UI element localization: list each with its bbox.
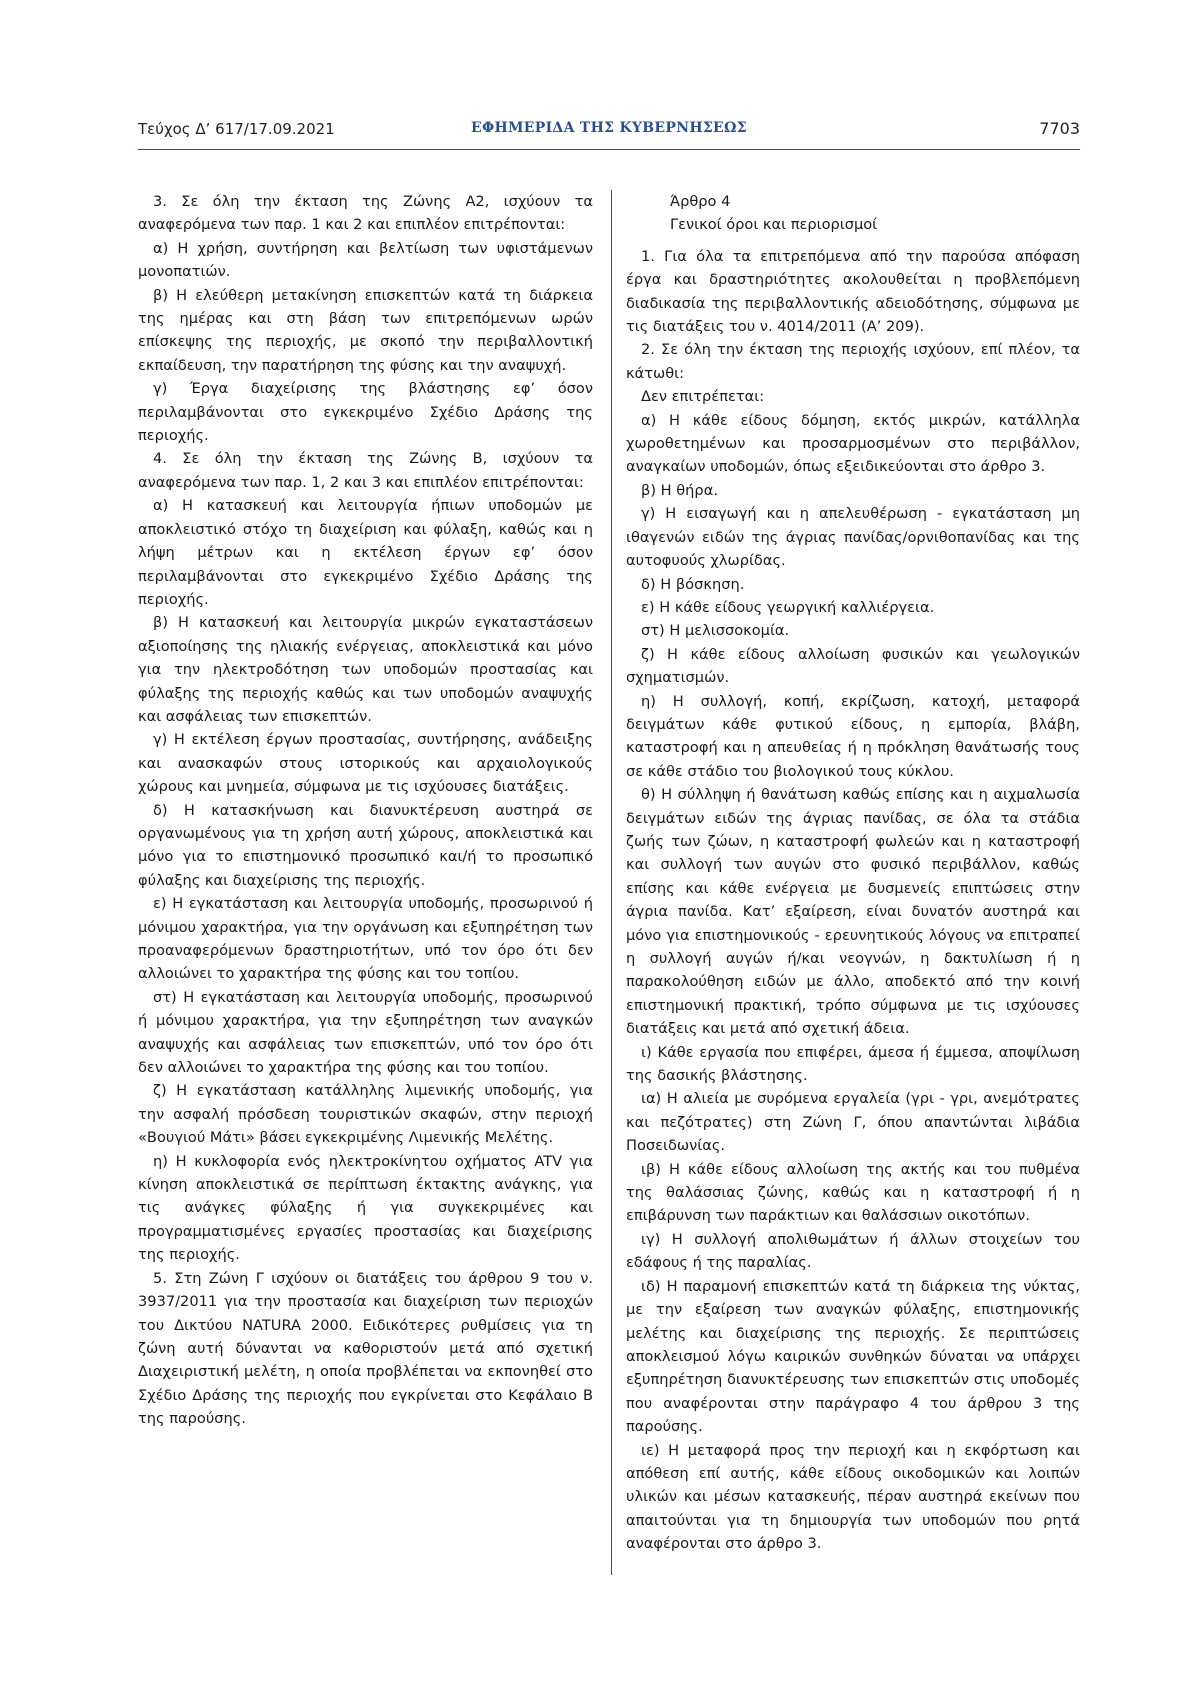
paragraph: ε) Η εγκατάσταση και λειτουργία υποδομής, προσωρινού ή μόνιμου χαρακτήρα, για την οργάνωση και εξυπηρέτηση των προαναφερόμενων δραστηριοτήτων, υπό τον όρο ότι δεν αλλοιώνει το χαρακτήρα της φύσης και του τοπίου. (138, 895, 593, 983)
paragraph: δ) Η κατασκήνωση και διανυκτέρευση αυστηρά σε οργανωμένους για τη χρήση αυτή χώρους, αποκλειστικά και μόνο για το επιστημονικό προσωπικό και/ή το προσωπικό φύλαξης και διαχείρισης της περιοχής. (138, 801, 593, 889)
paragraph: Δεν επιτρέπεται: (641, 388, 765, 406)
left-column (138, 190, 593, 1431)
paragraph: 4. Σε όλη την έκταση της Ζώνης Β, ισχύουν τα αναφερόμενα των παρ. 1, 2 και 3 και επιπλέον επιτρέπονται: (138, 450, 593, 491)
paragraph: α) Η χρήση, συντήρηση και βελτίωση των υφιστάμενων μονοπατιών. (138, 239, 593, 281)
paragraph: ζ) Η κάθε είδους αλλοίωση φυσικών και γεωλογικών σχηματισμών. (626, 645, 1080, 687)
page-header (138, 120, 1080, 146)
paragraph: ια) Η αλιεία με συρόμενα εργαλεία (γρι - γρι, ανεμότρατες και πεζότρατες) στη Ζώνη Γ, όπου απαντώνται λιβάδια Ποσειδωνίας. (626, 1090, 1080, 1155)
paragraph: 3. Σε όλη την έκταση της Ζώνης Α2, ισχύουν τα αναφερόμενα των παρ. 1 και 2 και επιπλέον επιτρέπονται: (138, 193, 593, 234)
paragraph: ιβ) Η κάθε είδους αλλοίωση της ακτής και του πυθμένα της θαλάσσιας ζώνης, καθώς και η καταστροφή ή η επιβάρυνση των παράκτιων και θαλάσσιων οικοτόπων. (626, 1160, 1080, 1225)
paragraph: δ) Η βόσκηση. (641, 575, 745, 593)
paragraph: θ) Η σύλληψη ή θανάτωση καθώς επίσης και η αιχμαλωσία δειγμάτων ειδών της άγριας πανίδας, σε όλα τα στάδια ζωής των ζώων, η καταστροφή φωλεών και η καταστροφή και συλλογή των αυγών στο φυσικό περιβάλλον, καθώς επίσης και κάθε ενέργεια με δυσμενείς επιπτώσεις στην άγρια πανίδα. Κατ’ εξαίρεση, είναι δυνατόν αυστηρά και μόνο για επιστημονικούς - ερευνητικούς λόγους να επιτραπεί η συλλογή αυγών ή/και νεογνών, η δακτυλίωση ή η παρακολούθηση ειδών με άλλο, αποδεκτό από την κοινή επιστημονική πρακτική, τρόπο σύμφωνα με τις ισχύουσες διατάξεις και μετά από σχετική άδεια. (626, 786, 1080, 1038)
paragraph: ιε) Η μεταφορά προς την περιοχή και η εκφόρτωση και απόθεση επί αυτής, κάθε είδους οικοδομικών και λοιπών υλικών και μέσων κατασκευής, πέραν αυστηρά εκείνων που απαιτούνται για τη δημιουργία των υποδομών που ρητά αναφέρονται στο άρθρο 3. (626, 1441, 1080, 1553)
paragraph: 5. Στη Ζώνη Γ ισχύουν οι διατάξεις του άρθρου 9 του ν. 3937/2011 για την προστασία και διαχείριση των περιοχών του Δικτύου NATURA 2000. Ειδικότερες ρυθμίσεις για τη ζώνη αυτή δύνανται να καθοριστούν μετά από σχετική Διαχειριστική μελέτη, η οποία προβλέπεται να εκπονηθεί στο Σχέδιο Δράσης της περιοχής που εγκρίνεται στο Κεφάλαιο Β της παρούσης. (138, 1269, 593, 1428)
page-number: 7703 (1039, 119, 1080, 138)
paragraph: γ) Η εκτέλεση έργων προστασίας, συντήρησης, ανάδειξης και ανασκαφών στους ιστορικούς και αρχαιολογικούς χώρους και μνημεία, σύμφωνα με τις ισχύουσες διατάξεις. (138, 731, 593, 796)
paragraph: 2. Σε όλη την έκταση της περιοχής ισχύουν, επί πλέον, τα κάτωθι: (626, 341, 1080, 382)
paragraph: ι) Κάθε εργασία που επιφέρει, άμεσα ή έμμεσα, αποψίλωση της δασικής βλάστησης. (626, 1043, 1080, 1085)
paragraph: η) Η συλλογή, κοπή, εκρίζωση, κατοχή, μεταφορά δειγμάτων κάθε φυτικού είδους, η εμπορία, βλάβη, καταστροφή και η απευθείας ή η πρόκληση θανάτωσής τους σε κάθε στάδιο του βιολογικού τους κύκλου. (626, 692, 1080, 780)
paragraph: ζ) Η εγκατάσταση κατάλληλης λιμενικής υποδομής, για την ασφαλή πρόσδεση τουριστικών σκαφών, στην περιοχή «Βουγιού Μάτι» βάσει εγκεκριμένης Λιμενικής Μελέτης. (138, 1082, 593, 1147)
paragraph: ιγ) Η συλλογή απολιθωμάτων ή άλλων στοιχείων του εδάφους ή της παραλίας. (626, 1230, 1080, 1272)
paragraph: 1. Για όλα τα επιτρεπόμενα από την παρούσα απόφαση έργα και δραστηριότητες ακολουθείται η προβλεπόμενη διαδικασία της περιβαλλοντικής αδειοδότησης, σύμφωνα με τις διατάξεις του ν. 4014/2011 (Α’ 209). (626, 247, 1080, 336)
paragraph: β) Η κατασκευή και λειτουργία μικρών εγκαταστάσεων αξιοποίησης της ηλιακής ενέργειας, αποκλειστικά και μόνο για την ηλεκτροδότηση των υποδομών προστασίας και φύλαξης της περιοχής καθώς και των υποδομών αναψυχής και ασφάλειας των επισκεπτών. (138, 614, 593, 725)
right-column (626, 190, 1080, 1556)
paragraph: γ) Έργα διαχείρισης της βλάστησης εφ’ όσον περιλαμβάνονται στο εγκεκριμένο Σχέδιο Δράσης της περιοχής. (138, 380, 593, 445)
paragraph: στ) Η μελισσοκομία. (641, 622, 790, 640)
paragraph: β) Η ελεύθερη μετακίνηση επισκεπτών κατά τη διάρκεια της ημέρας και στη βάση των επιτρεπόμενων ωρών επίσκεψης της περιοχής, με σκοπό την περιβαλλοντική εκπαίδευση, την παρατήρηση της φύσης και την αναψυχή. (138, 286, 593, 374)
article-title: Γενικοί όροι και περιορισμοί (670, 216, 878, 234)
column-divider (611, 190, 612, 1575)
paragraph: γ) Η εισαγωγή και η απελευθέρωση - εγκατάσταση μη ιθαγενών ειδών της άγριας πανίδας/ορνιθοπανίδας και της αυτοφυούς χλωρίδας. (626, 505, 1080, 570)
paragraph: η) Η κυκλοφορία ενός ηλεκτροκίνητου οχήματος ATV για κίνηση αποκλειστικά σε περίπτωση έκτακτης ανάγκης, για τις ανάγκες φύλαξης ή για συγκεκριμένες και προγραμματισμένες εργασίες προστασίας και διαχείρισης της περιοχής. (138, 1152, 593, 1264)
paragraph: ε) Η κάθε είδους γεωργική καλλιέργεια. (641, 598, 935, 616)
paragraph: ιδ) Η παραμονή επισκεπτών κατά τη διάρκεια της νύκτας, με την εξαίρεση των αναγκών φύλαξης, επιστημονικής μελέτης και διαχείρισης της περιοχής. Σε περιπτώσεις αποκλεισμού λόγω καιρικών συνθηκών δύναται να υπάρχει εξυπηρέτηση διανυκτέρευσης των επισκεπτών στις υποδομές που αναφέρονται στην παράγραφο 4 του άρθρου 3 της παρούσης. (626, 1277, 1080, 1436)
paragraph: β) Η θήρα. (641, 481, 718, 499)
paragraph: α) Η κάθε είδους δόμηση, εκτός μικρών, κατάλληλα χωροθετημένων και προσαρμοσμένων στο περιβάλλον, αναγκαίων υποδομών, όπως εξειδικεύονται στο άρθρο 3. (626, 411, 1080, 476)
paragraph: στ) Η εγκατάσταση και λειτουργία υποδομής, προσωρινού ή μόνιμου χαρακτήρα, για την εξυπηρέτηση των αναγκών αναψυχής και ασφάλειας των επισκεπτών, υπό τον όρο ότι δεν αλλοιώνει το χαρακτήρα της φύσης και του τοπίου. (138, 988, 593, 1077)
paragraph: α) Η κατασκευή και λειτουργία ήπιων υποδομών με αποκλειστικό στόχο τη διαχείριση και φύλαξη, καθώς και η λήψη μέτρων και η εκτέλεση έργων εφ’ όσον περιλαμβάνονται στο εγκεκριμένο Σχέδιο Δράσης της περιοχής. (138, 497, 593, 608)
header-rule (138, 149, 1080, 150)
issue-label: Τεύχος Δ’ 617/17.09.2021 (138, 120, 335, 138)
gazette-title: ΕΦΗΜΕΡΙΔΑ ΤΗΣ ΚΥΒΕΡΝΗΣΕΩΣ (470, 120, 747, 136)
article-number: Άρθρο 4 (670, 193, 731, 210)
